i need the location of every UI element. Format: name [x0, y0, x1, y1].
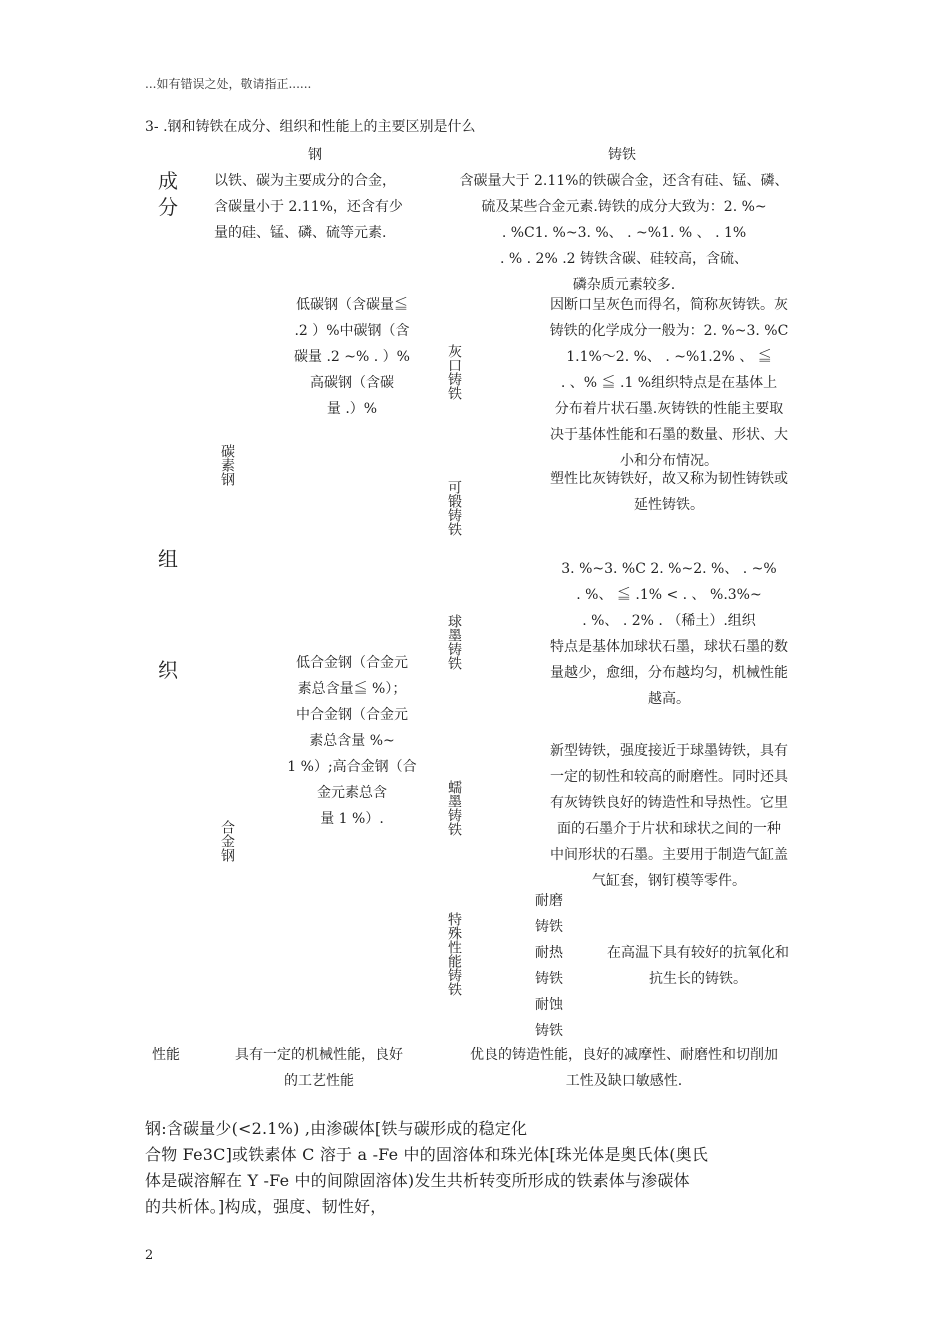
malleable-iron-label: 可锻铸铁	[446, 480, 462, 536]
gray-iron-label: 灰口铸铁	[446, 344, 462, 400]
ductile-iron-desc: 3. %~3. %C 2. %~2. %、 . ~% . %、 ≦ .1% < . 、 %.3%~ . %、 . 2% . （稀土）.组织 特点是基体加球状石墨，球状石墨的数 量越少，愈细，分布越均匀，机械性能 越高。	[550, 561, 788, 707]
composition-steel: 以铁、碳为主要成分的合金， 含碳量小于 2.11%，还含有少 量的硅、锰、磷、硫等元素.	[214, 173, 403, 241]
vermicular-iron-desc: 新型铸铁，强度接近于球墨铸铁，具有 一定的韧性和较高的耐磨性。同时还具 有灰铸铁良好的铸造性和导热性。它里 面的石墨介于片状和球状之间的一种 中间形状的石墨。主要用于制造气缸盖 气缸套，钢钉模等零件。	[550, 743, 788, 889]
vermicular-iron-label: 蠕墨铸铁	[446, 780, 462, 836]
column-header-cast-iron: 铸铁	[608, 147, 636, 163]
steel-description-paragraph: 钢:含碳量少(<2.1%) ,由渗碳体[铁与碳形成的稳定化 合物 Fe3C]或铁素体 C 溶于 a -Fe 中的固溶体和珠光体[珠光体是奥氏体(奥氏 体是碳溶解在 Y -Fe 中的间隙固溶体)发生共析转变所形成的铁素体与渗碳体 的共析体。]构成，强度、韧性好，	[145, 1119, 709, 1216]
performance-cast-iron: 优良的铸造性能，良好的减摩性、耐磨性和切削加 工性及缺口敏感性.	[470, 1047, 778, 1089]
special-iron-label: 特殊性能铸铁	[446, 912, 462, 996]
row-label-structure-2: 织	[158, 658, 178, 682]
row-label-performance: 性能	[152, 1047, 180, 1063]
heat-resistant-iron-desc: 在高温下具有较好的抗氧化和 抗生长的铸铁。	[607, 945, 789, 987]
alloy-steel-desc: 低合金钢（合金元 素总含量≦ %）； 中合金钢（合金元 素总含量 %~ 1 %）;高合金钢（合 金元素总含 量 1 %）.	[287, 655, 417, 827]
ductile-iron-label: 球墨铸铁	[446, 614, 462, 670]
special-iron-types: 耐磨 铸铁 耐热 铸铁 耐蚀 铸铁	[535, 893, 563, 1039]
row-label-composition: 成 分	[158, 169, 178, 219]
composition-cast-iron: 含碳量大于 2.11%的铁碳合金，还含有硅、锰、磷、 硫及某些合金元素.铸铁的成分大致为：2. %~ . %C1. %~3. %、 . ~%1. % 、 . 1% . % . 2% .2 铸铁含碳、硅较高，含硫、 磷杂质元素较多.	[459, 173, 789, 293]
header-note: ...如有错误之处，敬请指正......	[145, 77, 312, 91]
malleable-iron-desc: 塑性比灰铸铁好，故又称为韧性铸铁或 延性铸铁。	[550, 471, 788, 513]
row-label-structure-1: 组	[158, 547, 178, 571]
carbon-steel-label: 碳素钢	[219, 444, 235, 486]
gray-iron-desc: 因断口呈灰色而得名，简称灰铸铁。灰 铸铁的化学成分一般为：2. %~3. %C 1.1%～2. %、 . ~%1.2% 、 ≦ . 、% ≦ .1 %组织特点是在基体上 分布着片状石墨.灰铸铁的性能主要取 决于基体性能和石墨的数量、形状、大 小和分布情况。	[549, 297, 789, 469]
performance-steel: 具有一定的机械性能，良好 的工艺性能	[235, 1047, 403, 1089]
carbon-steel-desc: 低碳钢（含碳量≦ .2 ）%中碳钢（含 碳量 .2 ~% . ）% 高碳钢（含碳 量 .）%	[294, 297, 410, 417]
page-number: 2	[145, 1248, 154, 1263]
question-title: 3- .钢和铸铁在成分、组织和性能上的主要区别是什么	[145, 119, 476, 135]
column-header-steel: 钢	[308, 147, 322, 163]
alloy-steel-label: 合金钢	[219, 820, 235, 862]
